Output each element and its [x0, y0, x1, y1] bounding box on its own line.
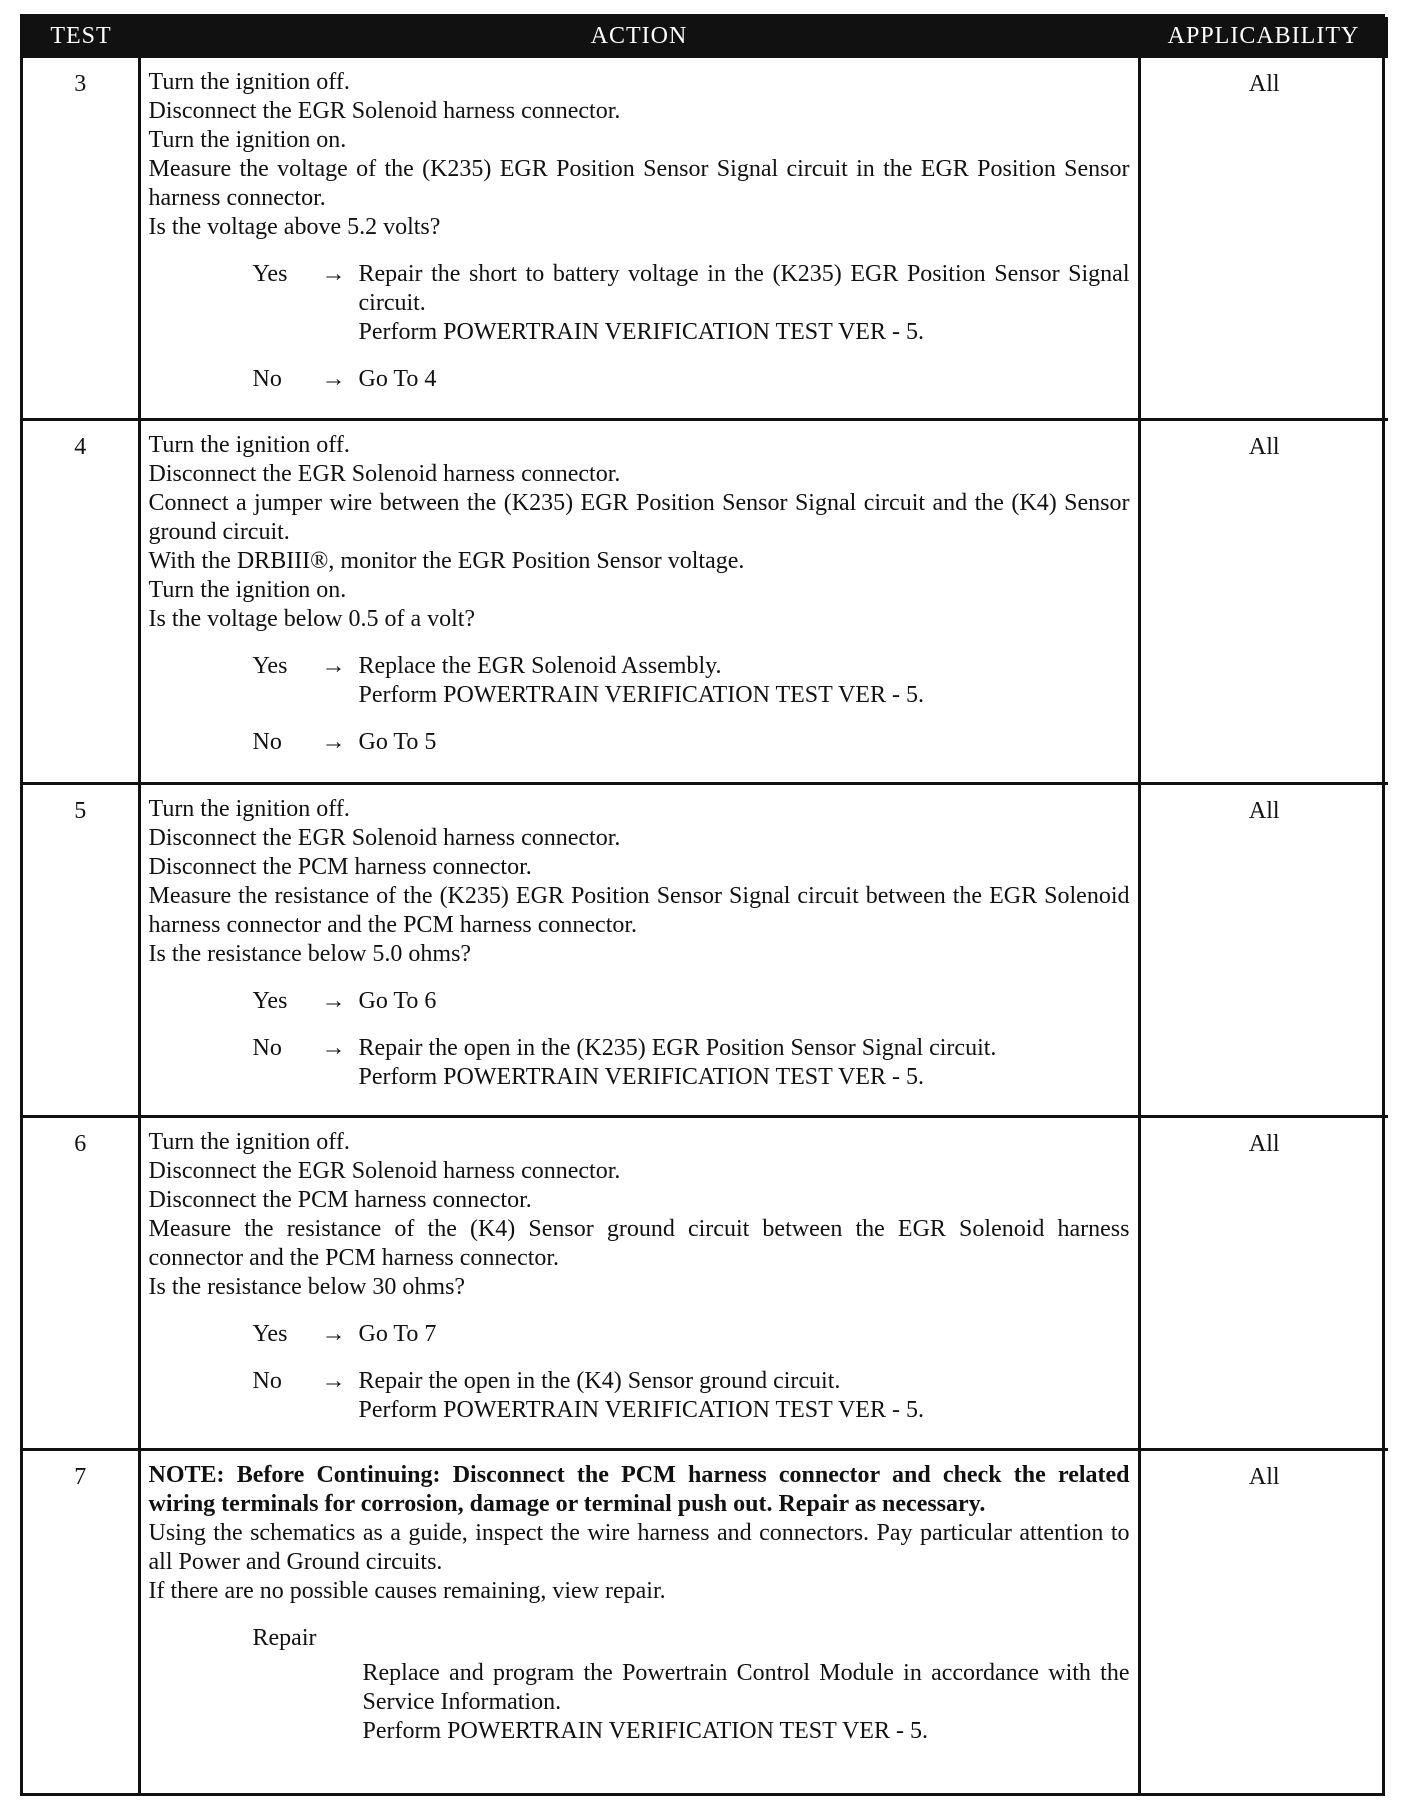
branch-label: Yes	[252, 653, 288, 680]
step-line: Turn the ignition on.	[148, 127, 347, 153]
branch-label: Yes	[252, 987, 288, 1014]
step-line: Measure the voltage of the (K235) EGR Position Sensor Signal circuit in the EGR Position Sensor harness connector.	[148, 156, 1130, 211]
step-line: Measure the resistance of the (K235) EGR Position Sensor Signal circuit between the EGR Solenoid harness connector and the PCM harness connector.	[148, 882, 1130, 938]
header-row	[23, 17, 1388, 57]
branch-body	[359, 1320, 1130, 1349]
branch-body	[359, 728, 1130, 757]
branch-label: No	[252, 366, 282, 392]
arrow-icon: →	[321, 1034, 346, 1061]
result-branch	[253, 987, 1130, 1016]
test-number: 6	[23, 1116, 139, 1449]
applicability-value: All	[1139, 57, 1388, 420]
table-row	[23, 1449, 1388, 1793]
branch-body	[359, 652, 1130, 710]
diagnostic-test-table	[20, 14, 1385, 1796]
step-line: Turn the ignition off.	[148, 432, 350, 459]
step-line: Turn the ignition on.	[148, 577, 347, 604]
branch-label: No	[252, 1034, 282, 1061]
header-test: TEST	[23, 17, 139, 57]
branch-label: Yes	[252, 1320, 288, 1347]
arrow-icon: →	[321, 987, 346, 1014]
applicability-value: All	[1139, 1116, 1388, 1449]
arrow-icon: →	[321, 1320, 346, 1347]
test-table	[23, 17, 1388, 1793]
step-line: Using the schematics as a guide, inspect the wire harness and connectors. Pay particular attention to all Power and Ground circuits.	[148, 1519, 1130, 1575]
arrow-icon: →	[321, 729, 346, 756]
repair-line: Replace and program the Powertrain Control Module in accordance with the Service Information.	[362, 1659, 1130, 1715]
branch-line: Repair the short to battery voltage in the (K235) EGR Position Sensor Signal circuit.	[358, 261, 1130, 316]
repair-block	[253, 1624, 1130, 1746]
action-cell	[139, 57, 1139, 420]
result-branch	[253, 728, 1130, 757]
action-cell	[139, 783, 1139, 1116]
result-branch	[253, 1320, 1130, 1349]
action-cell	[139, 1116, 1139, 1449]
result-branch	[253, 260, 1130, 347]
branch-body	[359, 365, 1130, 394]
repair-line: Perform POWERTRAIN VERIFICATION TEST VER - 5.	[362, 1717, 928, 1744]
step-line: With the DRBIII®, monitor the EGR Position Sensor voltage.	[148, 548, 745, 575]
branch-line: Repair the open in the (K235) EGR Position Sensor Signal circuit.	[358, 1034, 997, 1061]
repair-body	[363, 1659, 1130, 1746]
result-branch	[253, 1367, 1130, 1425]
branch-line: Perform POWERTRAIN VERIFICATION TEST VER - 5.	[358, 319, 924, 345]
step-line: If there are no possible causes remaining, view repair.	[148, 1577, 666, 1604]
branch-label: No	[252, 729, 282, 756]
branch-body	[359, 1367, 1130, 1425]
applicability-value: All	[1139, 1449, 1388, 1793]
branch-body	[359, 260, 1130, 347]
arrow-icon: →	[321, 261, 346, 287]
step-line: Is the voltage below 0.5 of a volt?	[148, 606, 476, 633]
branch-line: Replace the EGR Solenoid Assembly.	[358, 653, 722, 680]
step-line: Disconnect the EGR Solenoid harness connector.	[148, 461, 621, 488]
step-line: Disconnect the EGR Solenoid harness connector.	[148, 1157, 621, 1184]
applicability-value: All	[1139, 420, 1388, 783]
branch-line: Go To 6	[358, 987, 437, 1014]
test-number: 5	[23, 783, 139, 1116]
repair-label: Repair	[252, 1624, 317, 1651]
action-cell	[139, 1449, 1139, 1793]
header-applicability: APPLICABILITY	[1139, 17, 1388, 57]
applicability-value: All	[1139, 783, 1388, 1116]
test-number: 7	[23, 1449, 139, 1793]
note-text: NOTE: Before Continuing: Disconnect the PCM harness connector and check the related wiring terminals for corrosion, damage or terminal push out. Repair as necessary.	[148, 1461, 1130, 1517]
table-row	[23, 57, 1388, 420]
result-branch	[253, 652, 1130, 710]
step-line: Disconnect the PCM harness connector.	[148, 853, 532, 880]
header-action: ACTION	[139, 17, 1139, 57]
test-number: 4	[23, 420, 139, 783]
arrow-icon: →	[321, 653, 346, 680]
step-line: Is the resistance below 30 ohms?	[148, 1273, 466, 1300]
action-cell	[139, 420, 1139, 783]
branch-line: Go To 5	[358, 729, 437, 756]
table-row	[23, 1116, 1388, 1449]
branch-label: Yes	[252, 261, 288, 287]
step-line: Is the resistance below 5.0 ohms?	[148, 940, 472, 967]
branch-line: Perform POWERTRAIN VERIFICATION TEST VER - 5.	[358, 1396, 924, 1423]
step-line: Turn the ignition off.	[148, 1128, 350, 1155]
result-branch	[253, 365, 1130, 394]
branch-line: Go To 4	[358, 366, 437, 392]
step-line: Measure the resistance of the (K4) Sensor ground circuit between the EGR Solenoid harness connector and the PCM harness connector.	[148, 1215, 1130, 1271]
table-row	[23, 420, 1388, 783]
branch-line: Repair the open in the (K4) Sensor ground circuit.	[358, 1367, 841, 1394]
test-number: 3	[23, 57, 139, 420]
step-line: Disconnect the EGR Solenoid harness connector.	[148, 98, 621, 124]
table-body	[23, 57, 1388, 1794]
step-line: Turn the ignition off.	[148, 69, 350, 95]
branch-body	[359, 987, 1130, 1016]
step-line: Is the voltage above 5.2 volts?	[148, 214, 441, 240]
branch-body	[359, 1034, 1130, 1092]
result-branch	[253, 1034, 1130, 1092]
step-line: Disconnect the EGR Solenoid harness connector.	[148, 824, 621, 851]
arrow-icon: →	[321, 366, 346, 392]
branch-label: No	[252, 1367, 282, 1394]
table-row	[23, 783, 1388, 1116]
branch-line: Perform POWERTRAIN VERIFICATION TEST VER - 5.	[358, 1063, 924, 1090]
arrow-icon: →	[321, 1367, 346, 1394]
step-line: Disconnect the PCM harness connector.	[148, 1186, 532, 1213]
step-line: Connect a jumper wire between the (K235) EGR Position Sensor Signal circuit and the (K4) Sensor ground circuit.	[148, 490, 1130, 546]
branch-line: Go To 7	[358, 1320, 437, 1347]
branch-line: Perform POWERTRAIN VERIFICATION TEST VER - 5.	[358, 682, 924, 709]
step-line: Turn the ignition off.	[148, 795, 350, 822]
